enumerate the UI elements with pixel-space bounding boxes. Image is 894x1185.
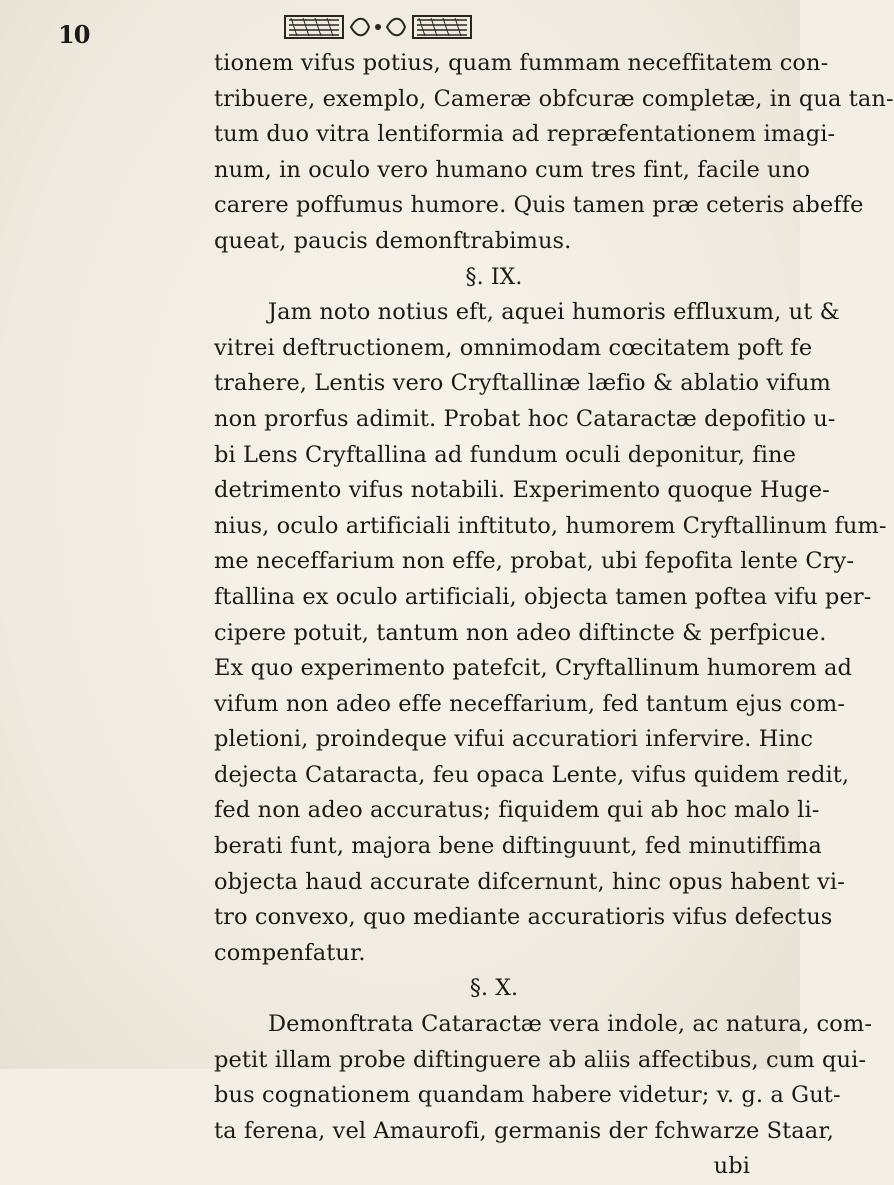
text-line: ta ferena, vel Amaurofi, germanis der fchwarze Staar, bbox=[214, 1117, 834, 1144]
text-line: bi Lens Cryftallina ad fundum oculi deponitur, fine bbox=[214, 441, 797, 468]
text-line: tionem vifus potius, quam fummam neceffitatem con- bbox=[214, 50, 829, 76]
text-line: me neceffarium non effe, probat, ubi fepofita lente Cry- bbox=[214, 548, 855, 575]
text-line: non prorfus adimit. Probat hoc Cataractæ depofitio u- bbox=[214, 405, 836, 432]
text-line: vitrei deftructionem, omnimodam cœcitatem poft fe bbox=[214, 334, 813, 361]
text-line: dejecta Cataracta, feu opaca Lente, vifus quidem redit, bbox=[214, 761, 850, 788]
text-line: tribuere, exemplo, Cameræ obfcuræ completæ, in qua tan- bbox=[214, 85, 894, 112]
text-line: petit illam probe diftinguere ab aliis affectibus, cum qui- bbox=[214, 1046, 867, 1073]
text-line: compenfatur. bbox=[214, 939, 366, 966]
section-heading: §. X. bbox=[469, 976, 519, 1002]
text-line: Ex quo experimento patefcit, Cryftallinum humorem ad bbox=[214, 655, 853, 682]
catchword: ubi bbox=[713, 1153, 750, 1180]
page-header bbox=[58, 8, 758, 48]
text-line: detrimento vifus notabili. Experimento quoque Huge- bbox=[214, 477, 830, 504]
text-line: queat, paucis demonftrabimus. bbox=[214, 227, 572, 254]
printer-ornament-icon bbox=[283, 14, 473, 40]
main-text bbox=[214, 46, 894, 1185]
text-line: carere poffumus humore. Quis tamen præ ceteris abeffe bbox=[214, 192, 864, 219]
text-line: ftallina ex oculo artificiali, objecta tamen poftea vifu per- bbox=[214, 583, 872, 610]
page-number: 10 bbox=[58, 20, 90, 49]
text-line: cipere potuit, tantum non adeo diftincte & perfpicue. bbox=[214, 619, 827, 646]
section-heading: §. IX. bbox=[465, 264, 523, 290]
text-line: vifum non adeo effe neceffarium, fed tantum ejus com- bbox=[214, 690, 846, 717]
text-line: pletioni, proindeque vifui accuratiori infervire. Hinc bbox=[214, 726, 814, 753]
text-line: bus cognationem quandam habere videtur; v. g. a Gut- bbox=[214, 1082, 841, 1109]
text-line: tro convexo, quo mediante accuratioris vifus defectus bbox=[214, 904, 833, 931]
text-line: objecta haud accurate difcernunt, hinc opus habent vi- bbox=[214, 868, 845, 895]
text-line: trahere, Lentis vero Cryftallinæ læfio & ablatio vifum bbox=[214, 370, 831, 397]
text-line: nius, oculo artificiali inftituto, humorem Cryftallinum fum- bbox=[214, 512, 887, 539]
text-line: tum duo vitra lentiformia ad repræfentationem imagi- bbox=[214, 121, 836, 148]
text-line: Jam noto notius eft, aquei humoris effluxum, ut & bbox=[268, 299, 840, 326]
text-line: Demonftrata Cataractæ vera indole, ac natura, com- bbox=[268, 1011, 873, 1038]
text-line: berati funt, majora bene diftinguunt, fed minutiffima bbox=[214, 833, 822, 860]
text-line: fed non adeo accuratus; fiquidem qui ab hoc malo li- bbox=[214, 797, 820, 824]
text-line: num, in oculo vero humano cum tres fint, facile uno bbox=[214, 156, 810, 183]
